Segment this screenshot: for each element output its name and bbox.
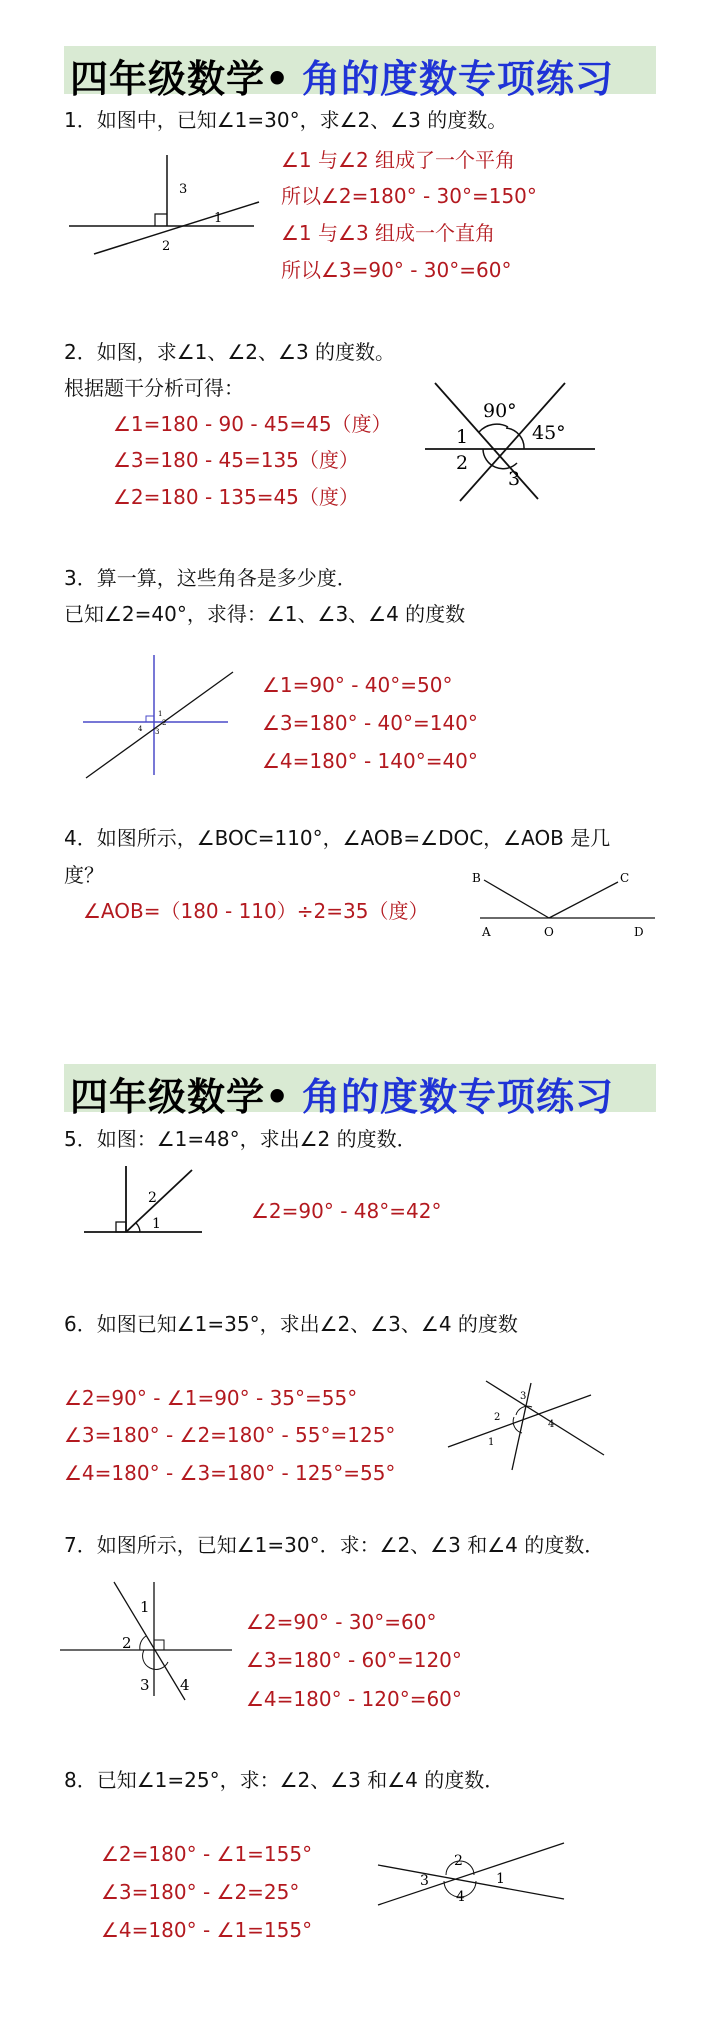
q4-question-line2: 度？	[64, 863, 104, 887]
q4-fig-label-o: O	[544, 925, 554, 939]
q3-fig-label-4: 4	[138, 725, 143, 733]
q2-fig-label-2: 2	[456, 452, 469, 474]
q3-fig-label-3: 3	[155, 728, 160, 736]
q2-answer-2: ∠3=180 - 45=135（度）	[113, 448, 359, 472]
q8-question: 8．已知∠1=25°，求：∠2、∠3 和∠4 的度数．	[64, 1768, 505, 1792]
q3-fig-label-1: 1	[158, 710, 163, 718]
q6-fig-label-2: 2	[494, 1412, 501, 1423]
q6-fig-label-3: 3	[520, 1391, 527, 1402]
q3-given: 已知∠2=40°，求得：∠1、∠3、∠4 的度数	[64, 602, 466, 626]
q8-fig-label-2: 2	[454, 1853, 463, 1869]
q2-answer-1: ∠1=180 - 90 - 45=45（度）	[113, 412, 392, 436]
q8-fig-label-1: 1	[496, 1871, 505, 1887]
q7-answer-1: ∠2=90° - 30°=60°	[246, 1610, 437, 1634]
q7-fig-label-4: 4	[180, 1676, 190, 1694]
q4-answer: ∠AOB=（180 - 110）÷2=35（度）	[83, 899, 429, 923]
q2-intro: 根据题干分析可得：	[64, 376, 244, 400]
q6-figure	[446, 1375, 606, 1475]
q6-question: 6．如图已知∠1=35°，求出∠2、∠3、∠4 的度数	[64, 1312, 518, 1336]
q1-answer-4: 所以∠3=90° - 30°=60°	[281, 258, 512, 282]
q2-figure	[420, 375, 600, 515]
q4-fig-label-b: B	[472, 871, 481, 885]
q2-answer-3: ∠2=180 - 135=45（度）	[113, 485, 359, 509]
q1-answer-3: ∠1 与∠3 组成一个直角	[281, 221, 496, 245]
q1-fig-label-2: 2	[162, 239, 171, 254]
q3-answer-2: ∠3=180° - 40°=140°	[262, 711, 478, 735]
q5-answer: ∠2=90° - 48°=42°	[251, 1199, 442, 1223]
q4-fig-label-c: C	[620, 871, 630, 885]
q8-answer-3: ∠4=180° - ∠1=155°	[101, 1918, 313, 1942]
q3-fig-label-2: 2	[162, 719, 167, 727]
title-part1: 四年级数学•	[70, 1075, 291, 1119]
q6-answer-2: ∠3=180° - ∠2=180° - 55°=125°	[64, 1423, 396, 1447]
q1-question: 1．如图中，已知∠1=30°，求∠2、∠3 的度数。	[64, 108, 508, 132]
q6-fig-label-1: 1	[488, 1437, 495, 1448]
q7-fig-label-1: 1	[140, 1598, 150, 1616]
title-part2: 角的度数专项练习	[302, 1075, 615, 1119]
q8-answer-1: ∠2=180° - ∠1=155°	[101, 1842, 313, 1866]
q3-answer-1: ∠1=90° - 40°=50°	[262, 673, 453, 697]
q6-answer-3: ∠4=180° - ∠3=180° - 125°=55°	[64, 1461, 396, 1485]
q4-figure	[470, 868, 660, 940]
q7-question: 7．如图所示，已知∠1=30°．求：∠2、∠3 和∠4 的度数．	[64, 1533, 605, 1557]
q8-fig-label-4: 4	[456, 1889, 465, 1905]
q5-figure	[84, 1160, 214, 1240]
q7-answer-3: ∠4=180° - 120°=60°	[246, 1687, 462, 1711]
q7-figure	[60, 1578, 240, 1703]
q5-question: 5．如图：∠1=48°，求出∠2 的度数．	[64, 1127, 417, 1151]
title-banner	[64, 46, 656, 101]
q3-figure	[78, 650, 248, 780]
title-banner-2	[64, 1064, 656, 1119]
title-part2: 角的度数专项练习	[302, 57, 615, 101]
q3-answer-3: ∠4=180° - 140°=40°	[262, 749, 478, 773]
title-part1: 四年级数学•	[70, 57, 291, 101]
q8-answer-2: ∠3=180° - ∠2=25°	[101, 1880, 300, 1904]
q1-fig-label-1: 1	[214, 211, 223, 226]
q1-answer-1: ∠1 与∠2 组成了一个平角	[281, 148, 516, 172]
q4-question-line1: 4．如图所示，∠BOC=110°，∠AOB=∠DOC，∠AOB 是几	[64, 826, 611, 850]
q1-answer-2: 所以∠2=180° - 30°=150°	[281, 184, 537, 208]
q4-fig-label-a: A	[482, 925, 491, 939]
q7-fig-label-2: 2	[122, 1634, 132, 1652]
q5-fig-label-2: 2	[148, 1190, 157, 1206]
q1-fig-label-3: 3	[179, 182, 188, 197]
q6-answer-1: ∠2=90° - ∠1=90° - 35°=55°	[64, 1386, 358, 1410]
q2-fig-label-1: 1	[456, 426, 469, 448]
q8-fig-label-3: 3	[420, 1873, 429, 1889]
q6-fig-label-4: 4	[548, 1419, 555, 1430]
q8-figure	[374, 1835, 574, 1915]
q3-question: 3．算一算，这些角各是多少度．	[64, 566, 357, 590]
q1-figure	[64, 150, 264, 260]
q7-fig-label-3: 3	[140, 1676, 150, 1694]
q4-fig-label-d: D	[634, 925, 644, 939]
q2-fig-label-90: 90°	[483, 400, 517, 422]
q5-fig-label-1: 1	[152, 1216, 161, 1232]
q2-question: 2．如图，求∠1、∠2、∠3 的度数。	[64, 340, 396, 364]
q7-answer-2: ∠3=180° - 60°=120°	[246, 1648, 462, 1672]
q2-fig-label-3: 3	[508, 468, 521, 490]
q2-fig-label-45: 45°	[532, 422, 566, 444]
